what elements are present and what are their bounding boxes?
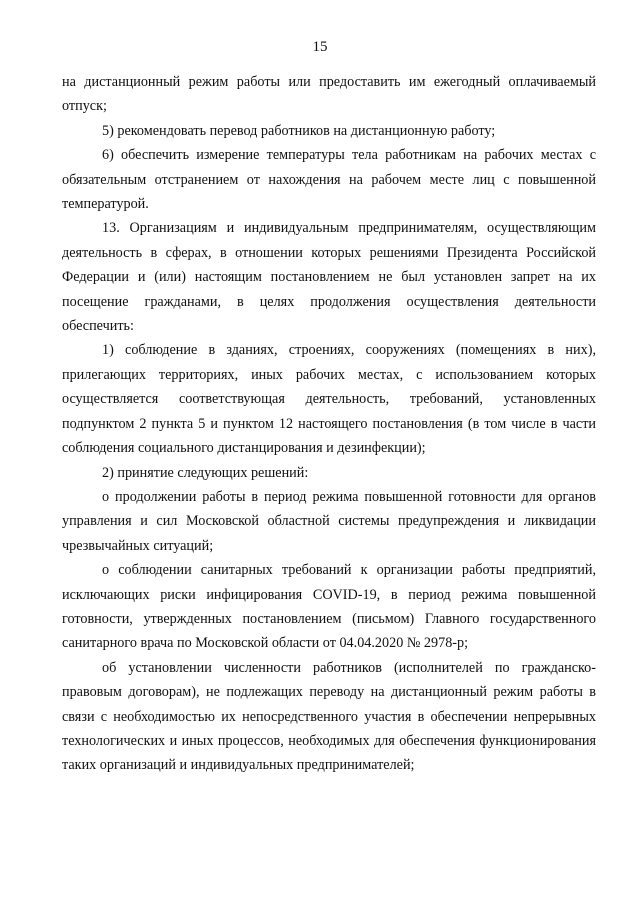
paragraph-continuation: на дистанционный режим работы или предоставить им ежегодный оплачиваемый отпуск; [62,74,596,115]
paragraph-item-5: 5) рекомендовать перевод работников на дистанционную работу; [102,122,496,139]
paragraph-item-6: 6) обеспечить измерение температуры тела работникам на рабочих местах с обязательным отстранением от нахождения на рабочем месте лиц с повышенной температурой. [62,147,596,213]
paragraph-section-13: 13. Организациям и индивидуальным предпринимателям, осуществляющим деятельность в сферах, в отношении которых решениями Президента Российской Федерации и (или) настоящим постановлением не был установлен запрет на их посещение гражданами, в целях продолжения осуществления деятельности обеспечить: [62,220,596,335]
page-number: 15 [312,39,328,55]
paragraph-decision-continuation: о продолжении работы в период режима повышенной готовности для органов управления и сил Московской областной системы предупреждения и ликвидации чрезвычайных ситуаций; [62,488,596,554]
paragraph-decision-staffing: об установлении численности работников (исполнителей по гражданско-правовым договорам), не подлежащих переводу на дистанционный режим работы в связи с необходимостью их непосредственного участия в обеспечении непрерывных технологических и иных процессов, необходимых для обеспечения функционирования таких организаций и индивидуальных предпринимателей; [62,659,596,774]
paragraph-decision-sanitary: о соблюдении санитарных требований к организации работы предприятий, исключающих риски инфицирования COVID-19, в период режима повышенной готовности, утвержденных постановлением (письмом) Главного государственного санитарного врача по Московской области от 04.04.2020 № 2978-р; [62,562,596,652]
document-body [62,70,596,778]
paragraph-item-2: 2) принятие следующих решений: [102,464,309,481]
paragraph-item-1: 1) соблюдение в зданиях, строениях, сооружениях (помещениях в них), прилегающих территориях, иных рабочих местах, с использованием которых осуществляется соответствующая деятельность, требований, установленных подпунктом 2 пункта 5 и пунктом 12 настоящего постановления (в том числе в части соблюдения социального дистанцирования и дезинфекции); [62,342,596,457]
